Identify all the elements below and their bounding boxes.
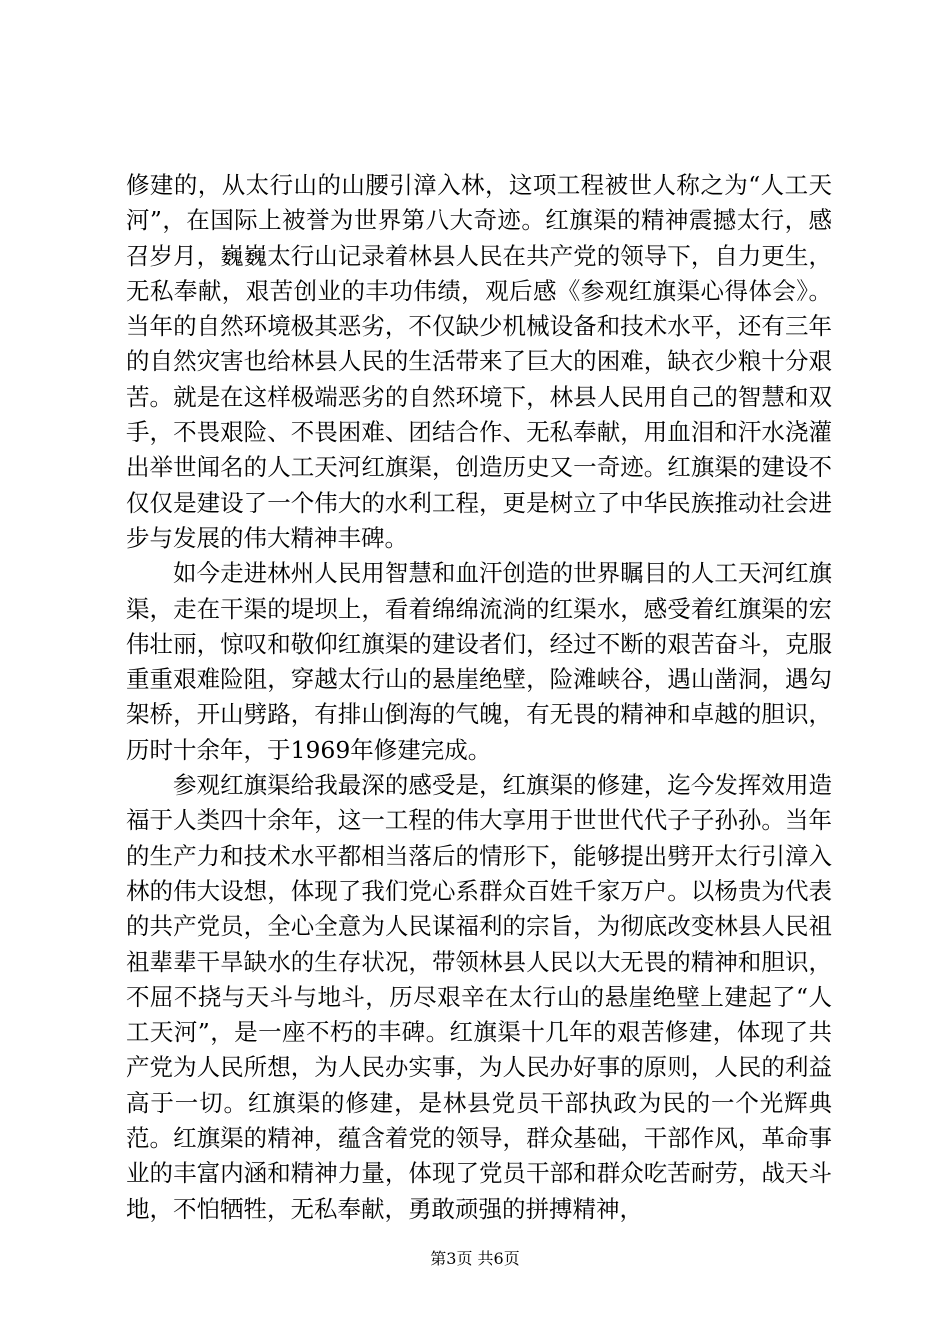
paragraph-1: 修建的，从太行山的山腰引漳入林，这项工程被世人称之为“人工天河”，在国际上被誉为世界第八大奇迹。红旗渠的精神震撼太行，感召岁月，巍巍太行山记录着林县人民在共产党的领导下，自力更生，无私奉献，艰苦创业的丰功伟绩，观后感《参观红旗渠心得体会》。当年的自然环境极其恶劣，不仅缺少机械设备和技术水平，还有三年的自然灾害也给林县人民的生活带来了巨大的困难，缺衣少粮十分艰苦。就是在这样极端恶劣的自然环境下，林县人民用自己的智慧和双手，不畏艰险、不畏困难、团结合作、无私奉献，用血泪和汗水浇灌出举世闻名的人工天河红旗渠，创造历史又一奇迹。红旗渠的建设不仅仅是建设了一个伟大的水利工程，更是树立了中华民族推动社会进步与发展的伟大精神丰碑。 bbox=[126, 171, 832, 552]
page-number-footer: 第3页 共6页 bbox=[430, 1249, 520, 1268]
paragraph-3: 参观红旗渠给我最深的感受是，红旗渠的修建，迄今发挥效用造福于人类四十余年，这一工程的伟大享用于世世代代子子孙孙。当年的生产力和技术水平都相当落后的情形下，能够提出劈开太行引漳入林的伟大设想，体现了我们党心系群众百姓千家万户。以杨贵为代表的共产党员，全心全意为人民谋福利的宗旨，为彻底改变林县人民祖祖辈辈干旱缺水的生存状况，带领林县人民以大无畏的精神和胆识，不屈不挠与天斗与地斗，历尽艰辛在太行山的悬崖绝壁上建起了“人工天河”，是一座不朽的丰碑。红旗渠十几年的艰苦修建，体现了共产党为人民所想，为人民办实事，为人民办好事的原则，人民的利益高于一切。红旗渠的修建，是林县党员干部执政为民的一个光辉典范。红旗渠的精神，蕴含着党的领导，群众基础，干部作风，革命事业的丰富内涵和精神力量，体现了党员干部和群众吃苦耐劳，战天斗地，不怕牺牲，无私奉献，勇敢顽强的拼搏精神， bbox=[126, 771, 832, 1223]
paragraph-2: 如今走进林州人民用智慧和血汗创造的世界瞩目的人工天河红旗渠，走在干渠的堤坝上，看着绵绵流淌的红渠水，感受着红旗渠的宏伟壮丽，惊叹和敬仰红旗渠的建设者们，经过不断的艰苦奋斗，克服重重艰难险阻，穿越太行山的悬崖绝壁，险滩峡谷，遇山凿洞，遇勾架桥，开山劈路，有排山倒海的气魄，有无畏的精神和卓越的胆识，历时十余年，于1969年修建完成。 bbox=[126, 559, 832, 764]
document-body bbox=[126, 168, 832, 1227]
